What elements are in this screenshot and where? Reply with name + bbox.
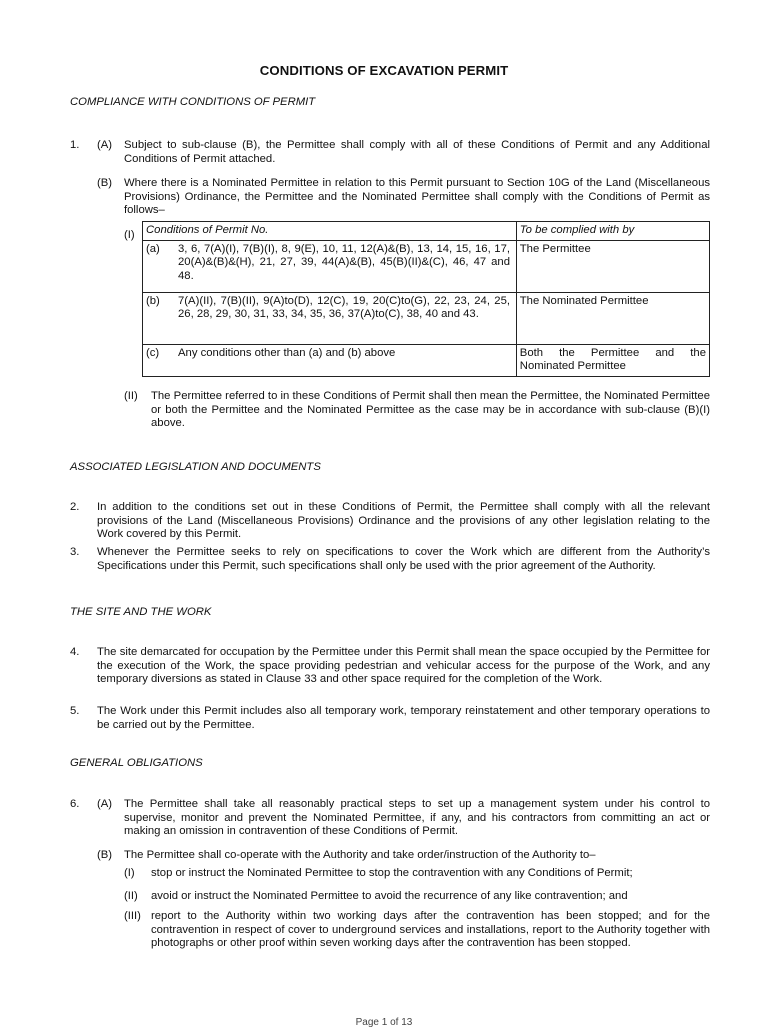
clause-6biii-label: (III) <box>124 910 141 922</box>
heading-general: GENERAL OBLIGATIONS <box>70 757 203 769</box>
clause-1a-label: (A) <box>97 139 113 151</box>
heading-legislation: ASSOCIATED LEGISLATION AND DOCUMENTS <box>70 461 321 473</box>
page-footer: Page 1 of 13 <box>355 1017 413 1028</box>
clause-3-text: Whenever the Permittee seeks to rely on specifications to cover the Work which are different from the Authority’s Specifications under this Permit, such specifications shall only be used with the prior agreement of the Authority. <box>97 546 710 572</box>
clause-1b-label: (B) <box>97 177 113 189</box>
table-cell-party: The Nominated Permittee <box>516 292 709 344</box>
table-row-conditions: 7(A)(II), 7(B)(II), 9(A)to(D), 12(C), 19, 20(C)to(G), 22, 23, 24, 25, 26, 28, 29, 30, 31, 33, 34, 35, 36, 37(A)to(C), 38, 40 and 43. <box>178 294 510 321</box>
heading-site: THE SITE AND THE WORK <box>70 606 212 618</box>
table-cell-conditions <box>143 344 517 376</box>
table-row <box>143 292 710 344</box>
clause-1b-text: Where there is a Nominated Permittee in relation to this Permit pursuant to Section 10G of the Land (Miscellaneous Provisions) Ordinance, the Permittee and the Nominated Permittee shall comply with the Conditions of Permit as follows– <box>124 177 710 217</box>
table-cell-conditions <box>143 240 517 292</box>
clause-1bii-text: The Permittee referred to in these Conditions of Permit shall then mean the Permittee, the Nominated Permittee or both the Permittee and the Nominated Permittee as the case may be in accordance with sub-clause (B)(I) above. <box>151 390 710 430</box>
table-cell-conditions <box>143 292 517 344</box>
clause-1-number: 1. <box>70 139 80 151</box>
heading-compliance: COMPLIANCE WITH CONDITIONS OF PERMIT <box>70 96 316 108</box>
clause-6bii-label: (II) <box>124 890 138 902</box>
clause-5-number: 5. <box>70 705 80 717</box>
clause-3-number: 3. <box>70 546 80 558</box>
page-title: CONDITIONS OF EXCAVATION PERMIT <box>259 63 509 78</box>
clause-2-number: 2. <box>70 501 80 513</box>
clause-1a-text: Subject to sub-clause (B), the Permittee shall comply with all of these Conditions of Permit and any Additional Conditions of Permit attached. <box>124 139 710 165</box>
clause-1bii-label: (II) <box>124 390 138 402</box>
table-header-complied-by: To be complied with by <box>516 222 709 241</box>
clause-5-text: The Work under this Permit includes also all temporary work, temporary reinstatement and other temporary operations to be carried out by the Permittee. <box>97 705 710 731</box>
conditions-table <box>142 221 710 377</box>
clause-2-text: In addition to the conditions set out in these Conditions of Permit, the Permittee shall comply with all the relevant provisions of the Land (Miscellaneous Provisions) Ordinance and the provisions of any other legislation relating to the Work covered by this Permit. <box>97 501 710 541</box>
clause-6b-text: The Permittee shall co-operate with the Authority and take order/instruction of the Authority to– <box>124 849 596 861</box>
table-row <box>143 240 710 292</box>
clause-4-number: 4. <box>70 646 80 658</box>
table-row-conditions: 3, 6, 7(A)(I), 7(B)(I), 8, 9(E), 10, 11, 12(A)&(B), 13, 14, 15, 16, 17, 20(A)&(B)&(H), 21, 27, 39, 44(A)&(B), 45(B)(II)&(C), 46, 47 and 48. <box>178 242 510 282</box>
table-row-label: (c) <box>146 346 160 359</box>
clause-6b-label: (B) <box>97 849 113 861</box>
clause-6-number: 6. <box>70 798 80 810</box>
clause-6bi-label: (I) <box>124 867 135 879</box>
clause-6bii-text: avoid or instruct the Nominated Permittee to avoid the recurrence of any like contravention; and <box>151 890 628 902</box>
table-cell-party: Both the Permittee and the Nominated Permittee <box>516 344 709 376</box>
clause-6biii-text: report to the Authority within two working days after the contravention has been stopped; and for the contravention in respect of cover to underground services and installations, report to the Authority together with photographs or other proof within seven working days after the contravention has been stopped. <box>151 910 710 950</box>
clause-6a-label: (A) <box>97 798 113 810</box>
table-row-label: (a) <box>146 242 160 255</box>
table-row <box>143 344 710 376</box>
clause-1bi-label: (I) <box>124 229 135 241</box>
table-header-conditions: Conditions of Permit No. <box>143 222 517 241</box>
table-header-row <box>143 222 710 241</box>
table-row-conditions: Any conditions other than (a) and (b) above <box>178 346 396 359</box>
table-cell-party: The Permittee <box>516 240 709 292</box>
clause-4-text: The site demarcated for occupation by the Permittee under this Permit shall mean the space occupied by the Permittee for the execution of the Work, the space providing pedestrian and vehicular access for the purpose of the Work, and any temporary diversions as stated in Clause 33 and other space required for the completion of the Work. <box>97 646 710 686</box>
clause-6bi-text: stop or instruct the Nominated Permittee to stop the contravention with any Conditions of Permit; <box>151 867 633 879</box>
table-row-label: (b) <box>146 294 160 307</box>
clause-6a-text: The Permittee shall take all reasonably practical steps to set up a management system under his control to supervise, monitor and prevent the Nominated Permittee, if any, and his contractors from committing an act or making an omission in contravention of these Conditions of Permit. <box>124 798 710 838</box>
